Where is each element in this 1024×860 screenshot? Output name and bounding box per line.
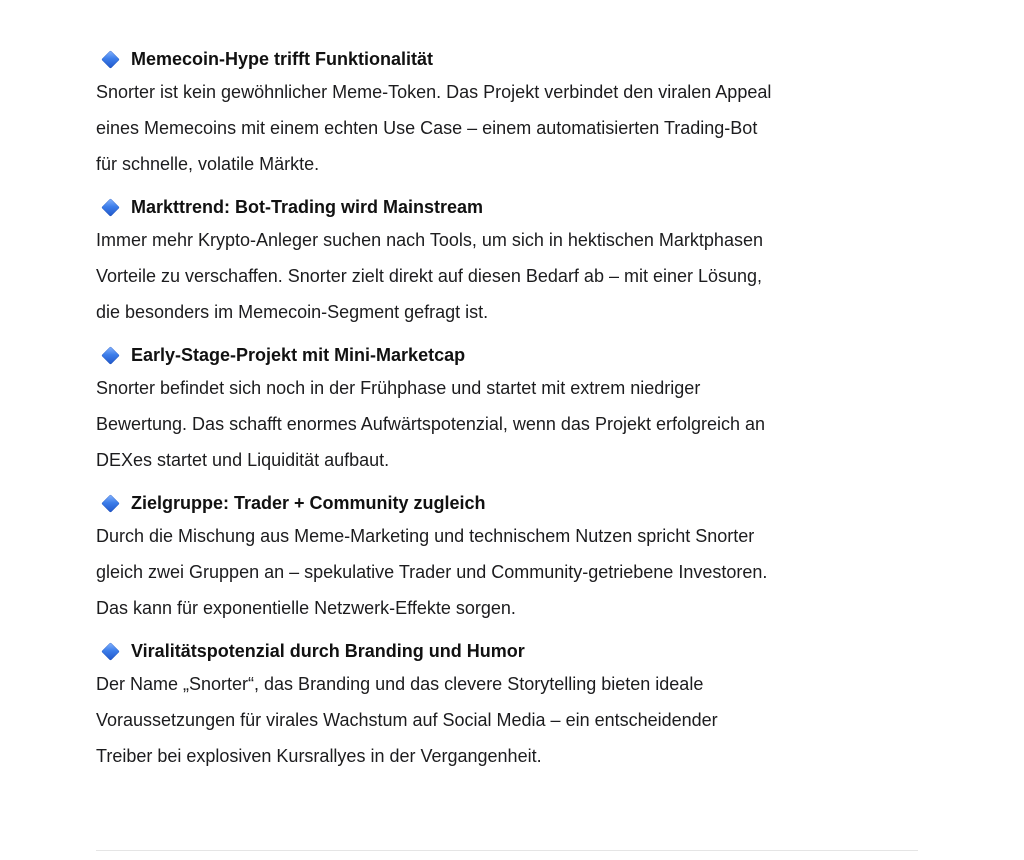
section-title: Early-Stage-Projekt mit Mini-Marketcap (131, 344, 466, 365)
section-heading (96, 636, 926, 666)
section-title: Zielgruppe: Trader + Community zugleich (131, 492, 486, 513)
section-markttrend (96, 192, 926, 330)
section-heading (96, 340, 926, 370)
blue-diamond-icon (101, 198, 119, 216)
section-heading (96, 44, 926, 74)
blue-diamond-icon (101, 494, 119, 512)
section-body: Der Name „Snorter“, das Branding und das clevere Storytelling bieten ideale Voraussetzungen für virales Wachstum auf Social Media – ein entscheidender Treiber bei explosiven Kursrallyes in der Vergangenheit. (96, 674, 718, 766)
section-title: Memecoin-Hype trifft Funktionalität (131, 48, 434, 69)
section-zielgruppe (96, 488, 926, 626)
article-content (96, 44, 926, 784)
section-title: Viralitätspotenzial durch Branding und Humor (131, 640, 525, 661)
blue-diamond-icon (101, 50, 119, 68)
section-heading (96, 192, 926, 222)
section-body: Durch die Mischung aus Meme-Marketing und technischem Nutzen spricht Snorter gleich zwei Gruppen an – spekulative Trader und Community-getriebene Investoren. Das kann für exponentielle Netzwerk-Effekte sorgen. (96, 526, 768, 618)
section-memecoin-hype (96, 44, 926, 182)
section-early-stage (96, 340, 926, 478)
blue-diamond-icon (101, 346, 119, 364)
section-body: Immer mehr Krypto-Anleger suchen nach Tools, um sich in hektischen Marktphasen Vorteile zu verschaffen. Snorter zielt direkt auf diesen Bedarf ab – mit einer Lösung, die besonders im Memecoin-Segment gefragt ist. (96, 230, 763, 322)
section-title: Markttrend: Bot-Trading wird Mainstream (131, 196, 484, 217)
blue-diamond-icon (101, 642, 119, 660)
divider (96, 850, 918, 851)
section-body: Snorter ist kein gewöhnlicher Meme-Token. Das Projekt verbindet den viralen Appeal eines Memecoins mit einem echten Use Case – einem automatisierten Trading-Bot für schnelle, volatile Märkte. (96, 82, 772, 174)
section-viralitaet (96, 636, 926, 774)
section-body: Snorter befindet sich noch in der Frühphase und startet mit extrem niedriger Bewertung. Das schafft enormes Aufwärtspotenzial, wenn das Projekt erfolgreich an DEXes startet und Liquidität aufbaut. (96, 378, 766, 470)
section-heading (96, 488, 926, 518)
